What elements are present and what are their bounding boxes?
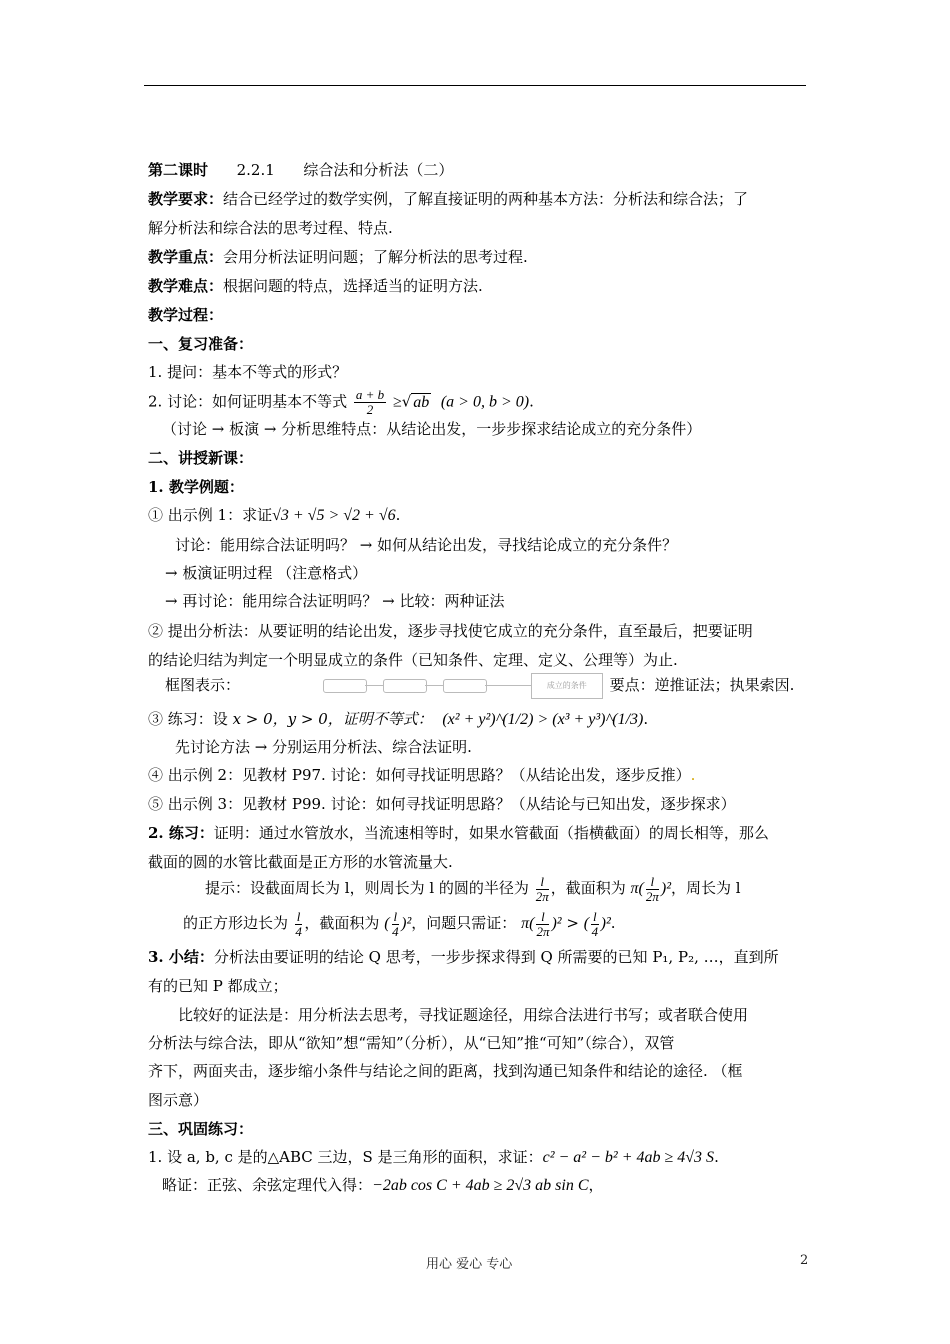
flowchart-line: 框图表示： 成立的条件 要点：逆推证法；执果索因. [165, 670, 825, 700]
math-line: 2. 讨论：如何证明基本不等式 $\frac{a + b}{2}$ ≥√ ab (a > 0, b > 0). [148, 387, 534, 417]
teaching-requirement: 教学要求：结合已经学过的数学实例，了解直接证明的两种基本方法：分析法和综合法；了 [148, 190, 749, 208]
text-line: 1. 提问：基本不等式的形式？ [148, 363, 348, 381]
text-line: 的结论归结为判定一个明显成立的条件（已知条件、定理、定义、公理等）为止. [148, 651, 678, 669]
text-line: 齐下，两面夹击，逐步缩小条件与结论之间的距离，找到沟通已知条件和结论的途径. （框 [148, 1062, 743, 1080]
teaching-focus: 教学重点：会用分析法证明问题；了解分析法的思考过程. [148, 248, 528, 266]
teaching-difficulty: 教学难点：根据问题的特点，选择适当的证明方法. [148, 277, 483, 295]
practice-proof: 略证：正弦、余弦定理代入得：−2ab cos C + 4ab ≥ 2√3 ab sin C， [162, 1176, 604, 1194]
text-line: 分析法与综合法，即从“欲知”想“需知”（分析），从“已知”推“可知”（综合），双管 [148, 1034, 675, 1052]
lesson-title: 第二课时 2.2.1 综合法和分析法（二） [148, 161, 454, 179]
exercise-2: 2. 练习：证明：通过水管放水，当流速相等时，如果水管截面（指横截面）的周长相等，那么 [148, 824, 769, 842]
text-line: 比较好的证法是：用分析法去思考，寻找证题途径，用综合法进行书写；或者联合使用 [178, 1006, 749, 1024]
section-heading: 教学过程： [148, 306, 224, 324]
text-line: → 再讨论：能用综合法证明吗？ → 比较：两种证法 [165, 592, 505, 610]
flowchart-diagram: 成立的条件 [245, 673, 605, 699]
text-line: （讨论 → 板演 → 分析思维特点：从结论出发，一步步探求结论成立的充分条件） [162, 420, 702, 438]
text-line: 解分析法和综合法的思考过程、特点. [148, 219, 393, 237]
example-3: ⑤ 出示例 3：见教材 P99. 讨论：如何寻找证明思路？（从结论与已知出发，逐步探求） [148, 795, 736, 813]
text-line: 图示意） [148, 1091, 209, 1109]
text-line: → 板演证明过程 （注意格式） [165, 564, 368, 582]
exercise-line: ③ 练习：设 x > 0，y > 0，证明不等式： (x² + y²)^(1/2) > (x³ + y³)^(1/3). [148, 710, 649, 728]
footer-motto: 用心 爱心 专心 [426, 1257, 513, 1272]
section-heading: 一、复习准备： [148, 335, 254, 353]
example-1: ① 出示例 1：求证√3 + √5 > √2 + √6. [148, 506, 401, 524]
header-rule [144, 85, 806, 86]
section-heading: 二、讲授新课： [148, 449, 254, 467]
text-line: 先讨论方法 → 分别运用分析法、综合法证明. [175, 738, 472, 756]
practice-1: 1. 设 a, b, c 是的△ABC 三边，S 是三角形的面积，求证：c² − a² − b² + 4ab ≥ 4√3 S. [148, 1148, 719, 1166]
hint-line: 提示：设截面周长为 l，则周长为 l 的圆的半径为 $\frac{l}{2\pi}$ ，截面积为 π( $\frac{l}{2\pi}$ )²，周长为 l [205, 873, 741, 904]
hint-line: 的正方形边长为 $\frac{l}{4}$ ，截面积为 ( $\frac{l}{4}$ )²，问题只需证： π( $\frac{l}{2\pi}$ )² > ( $\frac{l}{4}$ )². [183, 908, 616, 939]
section-heading: 三、巩固练习： [148, 1120, 254, 1138]
example-2: ④ 出示例 2：见教材 P97. 讨论：如何寻找证明思路？（从结论出发，逐步反推）. [148, 766, 696, 784]
text-line: 截面的圆的水管比截面是正方形的水管流量大. [148, 853, 453, 871]
subsection-heading: 1. 教学例题： [148, 478, 244, 496]
page-number: 2 [800, 1253, 809, 1268]
text-line: ② 提出分析法：从要证明的结论出发，逐步寻找使它成立的充分条件，直至最后，把要证明 [148, 622, 753, 640]
summary: 3. 小结：分析法由要证明的结论 Q 思考，一步步探求得到 Q 所需要的已知 P₁, P₂, …，直到所 [148, 948, 779, 966]
text-line: 有的已知 P 都成立； [148, 977, 288, 995]
text-line: 讨论：能用综合法证明吗？ → 如何从结论出发，寻找结论成立的充分条件？ [175, 536, 678, 554]
